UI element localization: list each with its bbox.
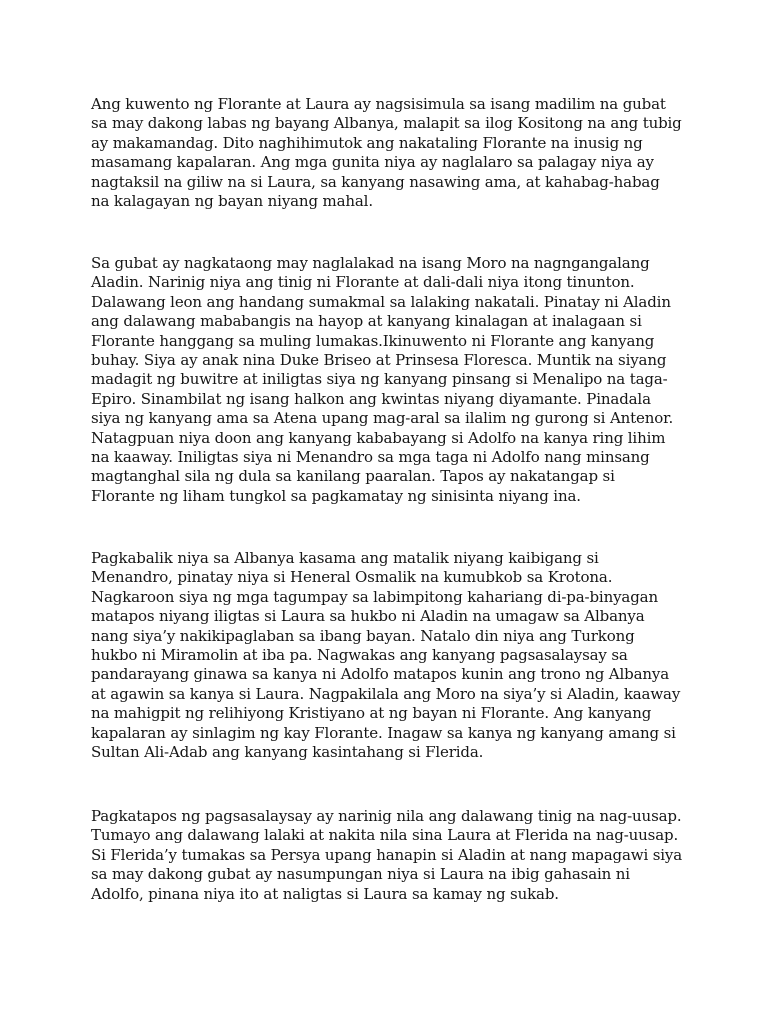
paragraph-4 [91,807,691,904]
paragraph-line: masamang kapalaran. Ang mga gunita niya ay naglalaro sa palagay niya ay [91,153,654,172]
paragraph-line: Nagkaroon siya ng mga tagumpay sa labimpitong kahariang di-pa-binyagan [91,587,658,606]
paragraph-line: Adolfo, pinana niya ito at naligtas si Laura sa kamay ng sukab. [91,884,559,903]
paragraph-line: Epiro. Sinambilat ng isang halkon ang kwintas niyang diyamante. Pinadala [91,389,651,408]
paragraph-line: ang dalawang mababangis na hayop at kanyang kinalagan at inalagaan si [91,312,642,331]
paragraph-line: pandarayang ginawa sa kanya ni Adolfo matapos kunin ang trono ng Albanya [91,665,670,684]
paragraph-line: Sa gubat ay nagkataong may naglalakad na isang Moro na nagngangalang [91,254,650,272]
paragraph-line: nagtaksil na giliw na si Laura, sa kanyang nasawing ama, at kahabag-habag [91,172,660,191]
paragraph-line: Menandro, pinatay niya si Heneral Osmalik na kumubkob sa Krotona. [91,568,613,587]
paragraph-line: Sultan Ali-Adab ang kanyang kasintahang si Flerida. [91,743,484,762]
paragraph-line: sa may dakong labas ng bayang Albanya, malapit sa ilog Kositong na ang tubig [91,114,682,133]
paragraph-line: Pagkatapos ng pagsasalaysay ay narinig nila ang dalawang tinig na nag-uusap. [91,807,682,825]
paragraph-3 [91,549,691,762]
paragraph-line: Natagpuan niya doon ang kanyang kababayang si Adolfo na kanya ring lihim [91,428,666,447]
paragraph-line: at agawin sa kanya si Laura. Nagpakilala ang Moro na siya’y si Aladin, kaaway [91,684,681,703]
paragraph-line: buhay. Siya ay anak nina Duke Briseo at Prinsesa Floresca. Muntik na siyang [91,351,667,370]
paragraph-line: Florante hanggang sa muling lumakas.Ikinuwento ni Florante ang kanyang [91,331,655,350]
paragraph-line: Pagkabalik niya sa Albanya kasama ang matalik niyang kaibigang si [91,549,599,567]
paragraph-line: Si Flerida’y tumakas sa Persya upang hanapin si Aladin at nang mapagawi siya [91,845,683,864]
paragraph-line: Tumayo ang dalawang lalaki at nakita nila sina Laura at Flerida na nag-uusap. [91,826,679,845]
paragraph-1 [91,95,691,211]
paragraph-line: hukbo ni Miramolin at iba pa. Nagwakas ang kanyang pagsasalaysay sa [91,646,628,665]
paragraph-line: sa may dakong gubat ay nasumpungan niya si Laura na ibig gahasain ni [91,865,630,884]
paragraph-line: madagit ng buwitre at iniligtas siya ng kanyang pinsang si Menalipo na taga- [91,370,668,389]
paragraph-2 [91,254,691,506]
paragraph-line: Ang kuwento ng Florante at Laura ay nagsisimula sa isang madilim na gubat [91,95,666,113]
paragraph-line: Aladin. Narinig niya ang tinig ni Florante at dali-dali niya itong tinunton. [91,273,635,292]
paragraph-line: na kaaway. Iniligtas siya ni Menandro sa mga taga ni Adolfo nang minsang [91,448,650,467]
paragraph-line: kapalaran ay sinlagim ng kay Florante. Inagaw sa kanya ng kanyang amang si [91,723,676,742]
paragraph-line: matapos niyang iligtas si Laura sa hukbo ni Aladin na umagaw sa Albanya [91,607,645,626]
paragraph-line: na mahigpit ng relihiyong Kristiyano at ng bayan ni Florante. Ang kanyang [91,704,652,723]
paragraph-line: Dalawang leon ang handang sumakmal sa lalaking nakatali. Pinatay ni Aladin [91,292,671,311]
paragraph-line: na kalagayan ng bayan niyang mahal. [91,192,373,211]
paragraph-line: siya ng kanyang ama sa Atena upang mag-aral sa ilalim ng gurong si Antenor. [91,409,674,428]
paragraph-line: magtanghal sila ng dula sa kanilang paaralan. Tapos ay nakatangap si [91,467,615,486]
paragraph-line: ay makamandag. Dito naghihimutok ang nakataling Florante na inusig ng [91,133,643,152]
paragraph-line: Florante ng liham tungkol sa pagkamatay ng sinisinta niyang ina. [91,486,581,505]
paragraph-line: nang siya’y nakikipaglaban sa ibang bayan. Natalo din niya ang Turkong [91,626,635,645]
